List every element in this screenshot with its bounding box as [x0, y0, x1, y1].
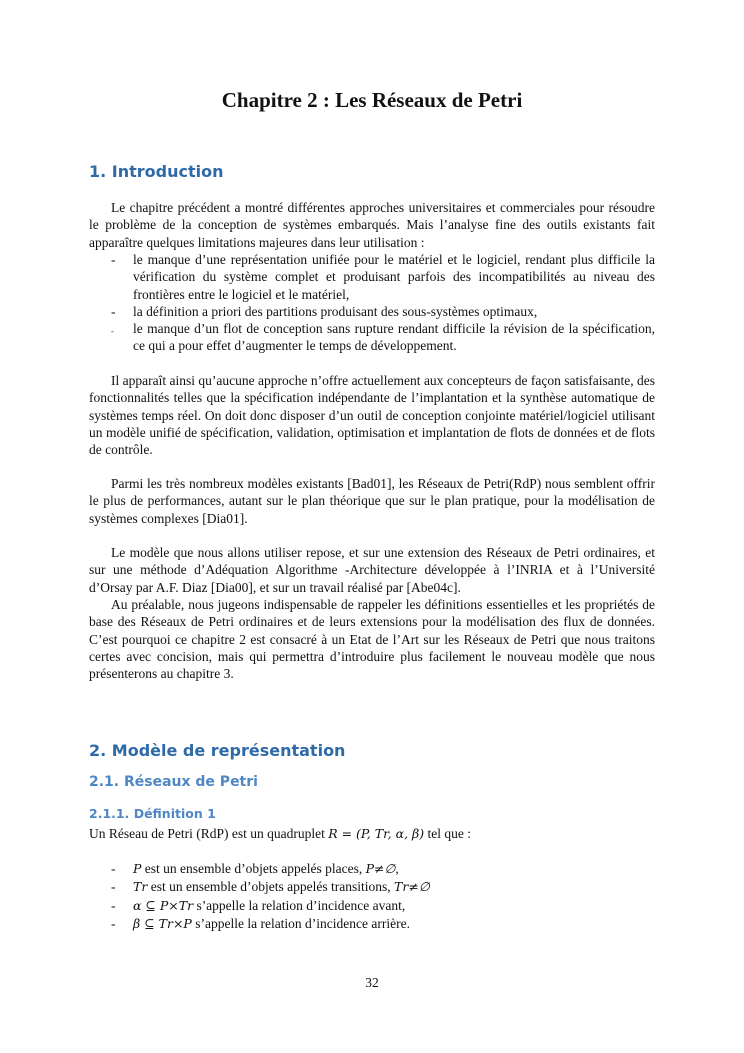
page-number: 32: [365, 975, 379, 990]
math-constraint: P≠∅: [365, 861, 396, 876]
list-item: [89, 897, 655, 914]
paragraph: Parmi les très nombreux modèles existants [Bad01], les Réseaux de Petri(RdP) nous semblent offrir le plus de performances, autant sur le plan théorique que sur le plan pratique, pour la modélisation de systèmes complexes [Dia01].: [89, 476, 655, 526]
formula: R = (P, Tr, α, β): [328, 826, 425, 841]
list-marker: -: [111, 897, 116, 913]
intro-paragraph: Le chapitre précédent a montré différentes approches universitaires et commerciales pour résoudre le problème de la conception de systèmes embarqués. Mais l’analyse fine des outils existants fait apparaître quelques limitations majeures dans leur utilisation :: [89, 200, 655, 250]
list-item: [89, 251, 655, 303]
definition-prefix: Un Réseau de Petri (RdP) est un quadruplet: [89, 826, 329, 841]
list-item-end: ,: [395, 861, 399, 876]
list-marker: -: [111, 303, 116, 319]
subsection-heading-reseaux: 2.1. Réseaux de Petri: [89, 774, 258, 790]
list-marker: -: [111, 327, 114, 337]
list-item: [89, 303, 655, 320]
list-item-text: la définition a priori des partitions produisant des sous-systèmes optimaux,: [133, 303, 538, 319]
list-item-text: est un ensemble d’objets appelés transitions,: [147, 879, 395, 895]
list-marker: -: [111, 861, 116, 876]
list-item: [89, 915, 655, 932]
list-item: [89, 878, 655, 895]
list-item-text: le manque d’un flot de conception sans rupture rendant difficile la révision de la spécification, ce qui a pour effet d’augmenter le temps de développement.: [133, 321, 655, 354]
paragraph: Le modèle que nous allons utiliser repose, et sur une extension des Réseaux de Petri ordinaires, et sur une méthode d’Adéquation Algorithme -Architecture développée à l’INRIA et à l’Université d’Orsay par A.F. Diaz [Dia00], et sur un travail réalisé par [Abe04c].: [89, 545, 655, 595]
definition-suffix: tel que :: [424, 826, 471, 841]
list-item-text: s’appelle la relation d’incidence avant,: [193, 897, 406, 913]
math-symbol: α ⊆ P×Tr: [133, 897, 194, 913]
math-constraint: Tr≠∅: [394, 879, 430, 895]
list-item: [89, 860, 655, 877]
list-marker: -: [111, 916, 116, 932]
list-marker: -: [111, 879, 116, 895]
limitations-list: [89, 251, 655, 355]
chapter-title: Chapitre 2 : Les Réseaux de Petri: [221, 88, 523, 112]
list-item-text: s’appelle la relation d’incidence arrière.: [191, 916, 410, 932]
definition-statement: [89, 825, 655, 842]
math-symbol: Tr: [133, 879, 148, 895]
paragraph: Au préalable, nous jugeons indispensable de rappeler les définitions essentielles et les propriétés de base des Réseaux de Petri ordinaires et de leurs extensions pour la modélisation des flux de données. C’est pourquoi ce chapitre 2 est consacré à un Etat de l’Art sur les Réseaux de Petri que nous traitons certes avec concision, mais qui permettra d’introduire plus facilement le nouveau modèle que nous présenterons au chapitre 3.: [89, 597, 655, 682]
list-marker: -: [111, 252, 116, 267]
list-item-text: le manque d’une représentation unifiée pour le matériel et le logiciel, rendant plus difficile la vérification du système complet et produisant parfois des incompatibilités au niveau des frontières entre le logiciel et le matériel,: [133, 252, 655, 302]
math-symbol: β ⊆ Tr×P: [133, 916, 192, 932]
list-item-text: est un ensemble d’objets appelés places,: [141, 861, 366, 876]
section-heading-introduction: 1. Introduction: [89, 162, 224, 181]
paragraph: Il apparaît ainsi qu’aucune approche n’offre actuellement aux concepteurs de façon satisfaisante, des fonctionnalités telles que la spécification indépendante de l’implantation et la synthèse automatique de systèmes temps réel. On doit donc disposer d’un outil de conception conjointe matériel/logiciel utilisant un modèle unifié de spécification, validation, optimisation et implantation de flots de données et de flots de contrôle.: [89, 373, 655, 458]
definition-heading: 2.1.1. Définition 1: [89, 806, 216, 821]
list-item: [89, 320, 655, 355]
math-symbol: P: [133, 861, 142, 876]
definition-list: [89, 860, 655, 934]
section-heading-modele: 2. Modèle de représentation: [89, 741, 346, 760]
